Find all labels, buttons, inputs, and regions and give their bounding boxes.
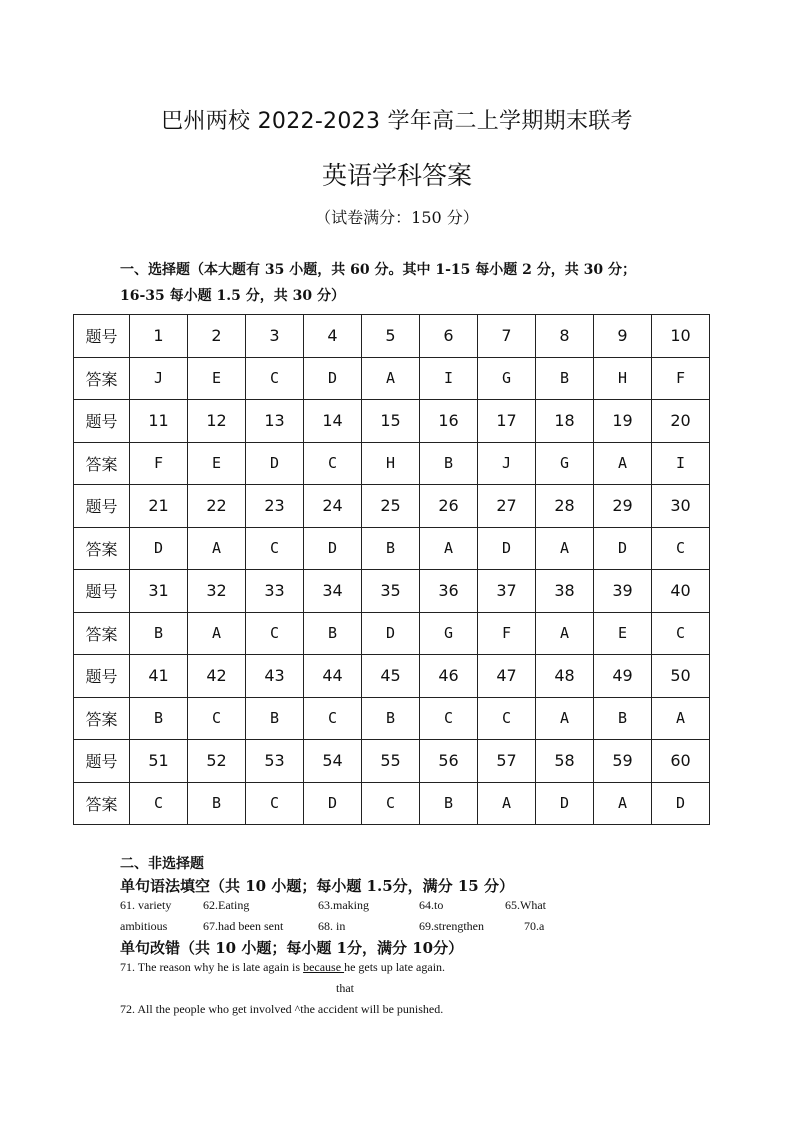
question-number-cell: 36: [420, 570, 478, 613]
section2-heading: 二、非选择题: [120, 856, 204, 872]
answer-cell: B: [362, 527, 420, 570]
question-number-cell: 32: [188, 570, 246, 613]
question-number-cell: 25: [362, 485, 420, 528]
question-number-cell: 59: [594, 740, 652, 783]
answer-cell: A: [536, 697, 594, 740]
answer-cell: G: [420, 612, 478, 655]
answer-cell: B: [536, 357, 594, 400]
question-number-cell: 6: [420, 315, 478, 358]
answer-cell: D: [246, 442, 304, 485]
question-number-cell: 4: [304, 315, 362, 358]
question-number-cell: 43: [246, 655, 304, 698]
question-number-cell: 16: [420, 400, 478, 443]
answer-cell: G: [478, 357, 536, 400]
question-number-cell: 21: [130, 485, 188, 528]
question-number-cell: 51: [130, 740, 188, 783]
answer-cell: D: [362, 612, 420, 655]
question-72: 72. All the people who get involved ^the accident will be punished.: [120, 1002, 444, 1016]
row-label-answer: 答案: [74, 697, 130, 740]
question-number-cell: 45: [362, 655, 420, 698]
question-number-cell: 49: [594, 655, 652, 698]
answer-cell: G: [536, 442, 594, 485]
question-number-cell: 1: [130, 315, 188, 358]
q71-underlined-word: because: [303, 960, 345, 974]
question-number-cell: 46: [420, 655, 478, 698]
question-number-cell: 15: [362, 400, 420, 443]
question-number-cell: 47: [478, 655, 536, 698]
section1-heading-line2: 16-35 每小题 1.5 分，共 30 分）: [120, 288, 345, 304]
row-label-answer: 答案: [74, 527, 130, 570]
question-number-cell: 22: [188, 485, 246, 528]
answer-cell: A: [536, 527, 594, 570]
answer-65: 65.What: [505, 898, 546, 912]
question-number-cell: 5: [362, 315, 420, 358]
answer-cell: D: [304, 357, 362, 400]
question-number-cell: 48: [536, 655, 594, 698]
answer-row: [74, 782, 710, 825]
question-number-cell: 28: [536, 485, 594, 528]
question-number-cell: 31: [130, 570, 188, 613]
question-number-cell: 20: [652, 400, 710, 443]
answer-cell: B: [130, 697, 188, 740]
question-number-cell: 58: [536, 740, 594, 783]
answer-cell: H: [362, 442, 420, 485]
answer-cell: F: [652, 357, 710, 400]
answer-cell: B: [420, 782, 478, 825]
row-label-answer: 答案: [74, 357, 130, 400]
answer-cell: C: [652, 527, 710, 570]
answer-cell: A: [594, 442, 652, 485]
answer-table: [73, 314, 710, 825]
question-number-cell: 10: [652, 315, 710, 358]
row-label-answer: 答案: [74, 442, 130, 485]
question-number-cell: 24: [304, 485, 362, 528]
answer-cell: I: [652, 442, 710, 485]
answer-66: ambitious: [120, 919, 168, 933]
question-number-cell: 3: [246, 315, 304, 358]
question-number-row: [74, 400, 710, 443]
row-label-question: 题号: [74, 485, 130, 528]
answer-cell: H: [594, 357, 652, 400]
answer-cell: C: [652, 612, 710, 655]
answer-cell: J: [478, 442, 536, 485]
answer-cell: D: [594, 527, 652, 570]
answer-cell: C: [246, 612, 304, 655]
answer-cell: A: [420, 527, 478, 570]
question-number-cell: 13: [246, 400, 304, 443]
question-number-cell: 60: [652, 740, 710, 783]
question-number-cell: 50: [652, 655, 710, 698]
answer-row: [74, 697, 710, 740]
document-subtitle: 英语学科答案: [321, 161, 472, 190]
question-number-cell: 34: [304, 570, 362, 613]
answer-cell: B: [420, 442, 478, 485]
answer-cell: C: [478, 697, 536, 740]
answer-cell: D: [304, 782, 362, 825]
answer-cell: A: [362, 357, 420, 400]
question-number-cell: 18: [536, 400, 594, 443]
answer-cell: D: [304, 527, 362, 570]
question-number-cell: 33: [246, 570, 304, 613]
q71-correction: that: [336, 981, 354, 995]
question-number-cell: 2: [188, 315, 246, 358]
question-number-cell: 11: [130, 400, 188, 443]
row-label-question: 题号: [74, 655, 130, 698]
answer-62: 62.Eating: [203, 898, 250, 912]
score-note: （试卷满分：150 分）: [315, 208, 479, 227]
row-label-question: 题号: [74, 570, 130, 613]
section1-heading: [120, 257, 720, 309]
answer-cell: C: [304, 697, 362, 740]
answer-61: 61. variety: [120, 898, 172, 912]
answer-cell: A: [652, 697, 710, 740]
answer-67: 67.had been sent: [203, 919, 284, 933]
question-number-cell: 54: [304, 740, 362, 783]
question-number-cell: 44: [304, 655, 362, 698]
answer-cell: C: [130, 782, 188, 825]
answer-cell: D: [536, 782, 594, 825]
answer-cell: E: [188, 357, 246, 400]
answer-row: [74, 527, 710, 570]
answer-cell: F: [478, 612, 536, 655]
answer-cell: C: [246, 527, 304, 570]
question-number-cell: 17: [478, 400, 536, 443]
answer-cell: C: [246, 782, 304, 825]
row-label-answer: 答案: [74, 782, 130, 825]
q71-text-after: he gets up late again.: [344, 960, 446, 974]
row-label-answer: 答案: [74, 612, 130, 655]
answer-row: [74, 442, 710, 485]
answer-cell: D: [130, 527, 188, 570]
answer-68: 68. in: [318, 919, 346, 933]
question-number-cell: 27: [478, 485, 536, 528]
answer-cell: I: [420, 357, 478, 400]
question-number-row: [74, 570, 710, 613]
error-correction-heading: 单句改错（共 10 小题；每小题 1分，满分 10分）: [120, 939, 464, 957]
answer-cell: B: [246, 697, 304, 740]
question-number-row: [74, 655, 710, 698]
answer-69: 69.strengthen: [419, 919, 484, 933]
question-number-cell: 12: [188, 400, 246, 443]
answer-cell: D: [652, 782, 710, 825]
question-number-cell: 56: [420, 740, 478, 783]
answer-cell: A: [594, 782, 652, 825]
question-number-cell: 40: [652, 570, 710, 613]
question-number-cell: 9: [594, 315, 652, 358]
question-number-cell: 30: [652, 485, 710, 528]
row-label-question: 题号: [74, 740, 130, 783]
answer-70: 70.a: [524, 919, 545, 933]
answer-cell: A: [536, 612, 594, 655]
question-number-cell: 42: [188, 655, 246, 698]
answer-cell: C: [246, 357, 304, 400]
answer-row: [74, 612, 710, 655]
question-number-row: [74, 485, 710, 528]
q71-text-before: 71. The reason why he is late again is: [120, 960, 304, 974]
question-number-cell: 35: [362, 570, 420, 613]
question-number-cell: 55: [362, 740, 420, 783]
section1-heading-line1: 一、选择题（本大题有 35 小题，共 60 分。其中 1-15 每小题 2 分，共 30 分；: [120, 262, 636, 278]
answer-cell: B: [304, 612, 362, 655]
question-number-row: [74, 315, 710, 358]
answer-cell: A: [478, 782, 536, 825]
question-number-cell: 7: [478, 315, 536, 358]
answer-cell: C: [188, 697, 246, 740]
answer-cell: J: [130, 357, 188, 400]
question-number-cell: 19: [594, 400, 652, 443]
answer-cell: E: [188, 442, 246, 485]
question-number-cell: 8: [536, 315, 594, 358]
question-number-cell: 37: [478, 570, 536, 613]
question-number-cell: 26: [420, 485, 478, 528]
question-number-cell: 29: [594, 485, 652, 528]
question-number-cell: 53: [246, 740, 304, 783]
answer-cell: B: [188, 782, 246, 825]
question-number-cell: 23: [246, 485, 304, 528]
question-number-cell: 57: [478, 740, 536, 783]
question-number-cell: 39: [594, 570, 652, 613]
grammar-fill-heading: 单句语法填空（共 10 小题；每小题 1.5分，满分 15 分）: [120, 877, 514, 895]
row-label-question: 题号: [74, 400, 130, 443]
question-number-cell: 38: [536, 570, 594, 613]
answer-cell: B: [130, 612, 188, 655]
answer-cell: C: [420, 697, 478, 740]
answer-cell: A: [188, 612, 246, 655]
document-title: 巴州两校 2022-2023 学年高二上学期期末联考: [161, 109, 633, 134]
answer-row: [74, 357, 710, 400]
row-label-question: 题号: [74, 315, 130, 358]
answer-cell: E: [594, 612, 652, 655]
answer-63: 63.making: [318, 898, 369, 912]
answer-cell: C: [362, 782, 420, 825]
answer-cell: B: [594, 697, 652, 740]
answer-cell: F: [130, 442, 188, 485]
question-number-cell: 14: [304, 400, 362, 443]
question-number-cell: 41: [130, 655, 188, 698]
answer-64: 64.to: [419, 898, 444, 912]
answer-cell: D: [478, 527, 536, 570]
answer-cell: A: [188, 527, 246, 570]
answer-cell: C: [304, 442, 362, 485]
question-number-row: [74, 740, 710, 783]
answer-cell: B: [362, 697, 420, 740]
question-71: [120, 960, 445, 975]
question-number-cell: 52: [188, 740, 246, 783]
